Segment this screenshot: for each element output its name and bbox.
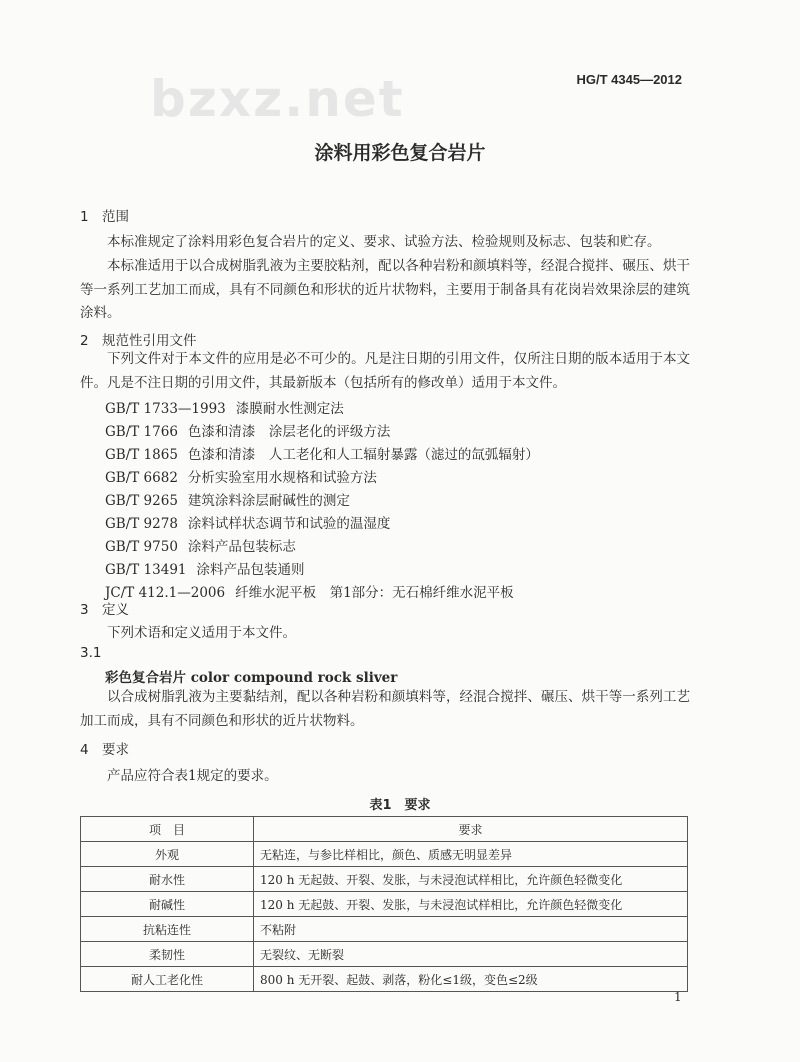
item-cell: 耐水性 [81, 867, 254, 892]
reference-code: GB/T 9278 [105, 516, 178, 532]
item-cell: 外观 [81, 842, 254, 867]
table-row [81, 967, 688, 992]
reference-code: GB/T 9750 [105, 539, 178, 555]
table-row [81, 892, 688, 917]
item-cell: 耐碱性 [81, 892, 254, 917]
paragraph: 产品应符合表1规定的要求。 [107, 768, 278, 784]
reference-title: 涂料产品包装标志 [187, 539, 296, 555]
section-number: 2 [80, 333, 89, 349]
reference-title: 建筑涂料涂层耐碱性的测定 [187, 493, 350, 509]
requirement-cell: 120 h 无起鼓、开裂、发胀，与未浸泡试样相比，允许颜色轻微变化 [254, 892, 688, 917]
reference-title: 纤维水泥平板 第1部分：无石棉纤维水泥平板 [235, 585, 514, 601]
table-caption: 表1 要求 [369, 798, 431, 813]
requirement-cell: 不粘附 [254, 917, 688, 942]
reference-title: 色漆和清漆 涂层老化的评级方法 [187, 424, 391, 440]
watermark: bzxz.net [150, 70, 405, 128]
requirement-cell: 800 h 无开裂、起鼓、剥落，粉化≤1级，变色≤2级 [254, 967, 688, 992]
reference-title: 漆膜耐水性测定法 [235, 401, 344, 417]
reference-code: GB/T 6682 [105, 470, 178, 486]
column-header: 项 目 [81, 817, 254, 842]
section-4-heading [80, 738, 129, 758]
document-title: 涂料用彩色复合岩片 [314, 142, 486, 164]
section-number: 1 [80, 209, 89, 225]
requirement-cell: 120 h 无起鼓、开裂、发胀，与未浸泡试样相比，允许颜色轻微变化 [254, 867, 688, 892]
section-title: 范围 [102, 209, 129, 225]
term-heading: 彩色复合岩片 color compound rock sliver [105, 670, 398, 686]
reference-item [105, 443, 539, 463]
reference-item [105, 489, 350, 509]
page-number: 1 [674, 990, 682, 1004]
paragraph: 本标准规定了涂料用彩色复合岩片的定义、要求、试验方法、检验规则及标志、包装和贮存。 [107, 234, 661, 250]
section-title: 要求 [102, 742, 129, 758]
reference-code: JC/T 412.1—2006 [105, 585, 226, 601]
reference-item [105, 581, 514, 601]
reference-code: GB/T 1766 [105, 424, 178, 440]
section-title: 规范性引用文件 [102, 333, 197, 349]
table-row [81, 942, 688, 967]
section-3-heading [80, 598, 129, 618]
reference-item [105, 466, 377, 486]
standard-number: HG/T 4345—2012 [576, 72, 682, 87]
paragraph: 下列文件对于本文件的应用是必不可少的。凡是注日期的引用文件，仅所注日期的版本适用于本文件。凡是不注日期的引用文件，其最新版本（包括所有的修改单）适用于本文件。 [80, 351, 690, 391]
section-title: 定义 [102, 602, 129, 618]
requirement-cell: 无裂纹、无断裂 [254, 942, 688, 967]
paragraph: 下列术语和定义适用于本文件。 [107, 625, 296, 641]
table-row [81, 842, 688, 867]
reference-item [105, 535, 296, 555]
reference-title: 涂料产品包装通则 [196, 562, 305, 578]
reference-item [105, 558, 305, 578]
table-row [81, 867, 688, 892]
item-cell: 耐人工老化性 [81, 967, 254, 992]
reference-item [105, 512, 390, 532]
reference-code: GB/T 1865 [105, 447, 178, 463]
column-header: 要求 [254, 817, 688, 842]
item-cell: 柔韧性 [81, 942, 254, 967]
reference-item [105, 420, 390, 440]
requirements-table [80, 816, 688, 992]
reference-title: 涂料试样状态调节和试验的温湿度 [187, 516, 391, 532]
reference-code: GB/T 9265 [105, 493, 178, 509]
table-header-row [81, 817, 688, 842]
reference-title: 色漆和清漆 人工老化和人工辐射暴露（滤过的氙弧辐射） [187, 447, 539, 463]
section-2-heading [80, 329, 197, 349]
reference-title: 分析实验室用水规格和试验方法 [187, 470, 377, 486]
paragraph: 本标准适用于以合成树脂乳液为主要胶粘剂，配以各种岩粉和颜填料等，经混合搅拌、碾压、烘干等一系列工艺加工而成，具有不同颜色和形状的近片状物料，主要用于制备具有花岗岩效果涂层的建筑涂料。 [80, 258, 690, 321]
section-number: 3 [80, 602, 89, 618]
subsection-number: 3.1 [80, 645, 102, 661]
reference-code: GB/T 1733—1993 [105, 401, 226, 417]
requirement-cell: 无粘连，与参比样相比，颜色、质感无明显差异 [254, 842, 688, 867]
section-1-heading [80, 205, 129, 225]
reference-code: GB/T 13491 [105, 562, 187, 578]
item-cell: 抗粘连性 [81, 917, 254, 942]
table-row [81, 917, 688, 942]
term-definition: 以合成树脂乳液为主要黏结剂，配以各种岩粉和颜填料等，经混合搅拌、碾压、烘干等一系列工艺加工而成，具有不同颜色和形状的近片状物料。 [80, 689, 690, 729]
reference-item [105, 397, 344, 417]
section-number: 4 [80, 742, 89, 758]
